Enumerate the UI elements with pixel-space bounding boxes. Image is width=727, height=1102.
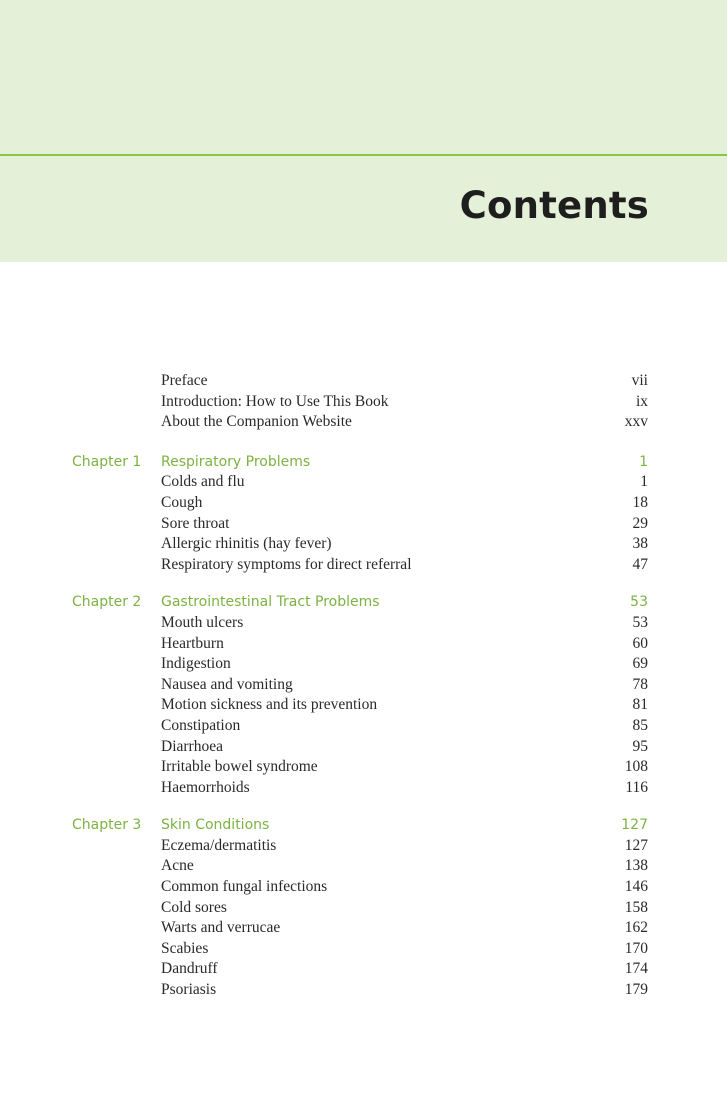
- toc-entry-title: Eczema/dermatitis: [161, 836, 277, 854]
- toc-entry-title: Preface: [161, 372, 208, 389]
- toc-entry-title: Constipation: [161, 716, 241, 734]
- table-of-contents: [0, 371, 727, 1001]
- toc-entry[interactable]: [0, 472, 727, 493]
- toc-entry-title: Haemorrhoids: [161, 778, 250, 796]
- chapter-heading-3[interactable]: [0, 815, 727, 836]
- toc-entry-title: Motion sickness and its prevention: [161, 696, 378, 714]
- toc-entry-introduction[interactable]: [0, 392, 727, 413]
- toc-entry-page: 174: [624, 960, 648, 978]
- chapter-page: 127: [621, 817, 648, 834]
- toc-entry[interactable]: [0, 737, 727, 758]
- toc-entry-title: Mouth ulcers: [161, 613, 244, 631]
- toc-entry-title: Sore throat: [161, 514, 230, 532]
- chapter-page: 53: [630, 594, 648, 611]
- toc-entry-page: 78: [632, 675, 648, 693]
- toc-entry-page: 108: [624, 758, 648, 776]
- toc-entry-title: Scabies: [161, 939, 209, 957]
- toc-entry-page: 162: [624, 919, 648, 937]
- toc-entry[interactable]: [0, 634, 727, 655]
- toc-entry[interactable]: [0, 493, 727, 514]
- toc-entry[interactable]: [0, 918, 727, 939]
- chapter-number: Chapter 2: [72, 594, 142, 611]
- toc-entry-title: Common fungal infections: [161, 878, 328, 896]
- toc-entry-page: 179: [624, 981, 648, 999]
- toc-entry-page: 85: [632, 716, 648, 734]
- chapter-title: Gastrointestinal Tract Problems: [161, 594, 380, 611]
- toc-entry[interactable]: [0, 613, 727, 634]
- toc-entry-title: Warts and verrucae: [161, 919, 281, 937]
- chapter-title: Respiratory Problems: [161, 453, 311, 470]
- toc-entry-page: 81: [632, 696, 648, 714]
- toc-entry[interactable]: [0, 939, 727, 960]
- toc-entry-page: vii: [631, 372, 648, 389]
- page-title: Contents: [459, 184, 649, 227]
- toc-entry-title: Cold sores: [161, 898, 227, 916]
- toc-entry[interactable]: [0, 959, 727, 980]
- toc-entry-page: 146: [624, 878, 648, 896]
- toc-entry[interactable]: [0, 675, 727, 696]
- toc-entry-title: Irritable bowel syndrome: [161, 758, 318, 776]
- toc-entry-title: Psoriasis: [161, 981, 217, 999]
- toc-entry-preface[interactable]: [0, 371, 727, 392]
- toc-entry-companion-website[interactable]: [0, 412, 727, 433]
- toc-entry-page: 158: [624, 898, 648, 916]
- toc-entry-page: 60: [632, 634, 648, 652]
- toc-entry-title: Introduction: How to Use This Book: [161, 392, 389, 410]
- toc-entry-page: 38: [632, 535, 648, 553]
- toc-entry-title: Cough: [161, 493, 203, 511]
- toc-entry[interactable]: [0, 514, 727, 535]
- toc-entry-title: Nausea and vomiting: [161, 675, 293, 693]
- toc-entry[interactable]: [0, 778, 727, 799]
- toc-entry-page: 127: [624, 836, 648, 854]
- toc-entry-title: Dandruff: [161, 960, 218, 978]
- toc-entry[interactable]: [0, 836, 727, 857]
- toc-entry-page: 47: [632, 555, 648, 573]
- toc-entry[interactable]: [0, 757, 727, 778]
- toc-entry-page: xxv: [624, 413, 648, 431]
- toc-entry[interactable]: [0, 555, 727, 576]
- toc-entry-page: 18: [632, 493, 648, 511]
- toc-entry-page: ix: [635, 392, 648, 410]
- toc-entry[interactable]: [0, 654, 727, 675]
- toc-entry[interactable]: [0, 534, 727, 555]
- toc-entry[interactable]: [0, 898, 727, 919]
- toc-entry-page: 1: [640, 473, 648, 491]
- toc-entry[interactable]: [0, 980, 727, 1001]
- toc-entry-title: Indigestion: [161, 655, 231, 673]
- chapter-number: Chapter 3: [72, 817, 142, 834]
- toc-entry-page: 29: [632, 514, 648, 532]
- chapter-heading-1[interactable]: [0, 452, 727, 473]
- toc-entry-title: Respiratory symptoms for direct referral: [161, 555, 412, 573]
- chapter-page: 1: [639, 453, 648, 470]
- toc-entry-title: Allergic rhinitis (hay fever): [161, 535, 332, 553]
- chapter-heading-2[interactable]: [0, 592, 727, 613]
- chapter-number: Chapter 1: [72, 453, 142, 470]
- toc-entry-page: 69: [632, 655, 648, 673]
- toc-entry-page: 170: [624, 939, 648, 957]
- toc-entry-page: 116: [625, 778, 648, 796]
- toc-entry-title: Acne: [161, 857, 194, 875]
- toc-entry[interactable]: [0, 695, 727, 716]
- toc-entry-title: About the Companion Website: [161, 413, 352, 431]
- toc-entry-title: Heartburn: [161, 634, 224, 652]
- toc-entry[interactable]: [0, 856, 727, 877]
- toc-entry-page: 138: [624, 857, 648, 875]
- toc-entry-title: Diarrhoea: [161, 737, 223, 755]
- toc-entry[interactable]: [0, 716, 727, 737]
- toc-entry[interactable]: [0, 877, 727, 898]
- toc-entry-page: 53: [632, 613, 648, 631]
- chapter-title: Skin Conditions: [161, 817, 270, 834]
- header-divider: [0, 154, 727, 156]
- toc-entry-title: Colds and flu: [161, 473, 245, 491]
- toc-entry-page: 95: [632, 737, 648, 755]
